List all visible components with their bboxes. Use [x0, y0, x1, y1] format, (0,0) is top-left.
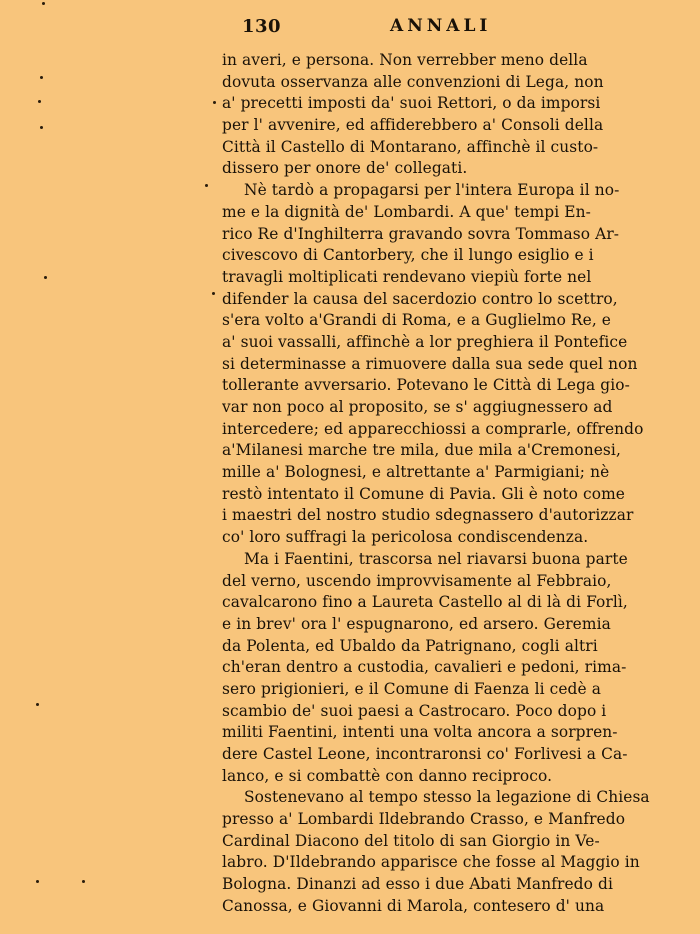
text-line: tollerante avversario. Potevano le Città di Lega gio-: [222, 376, 630, 395]
scan-speck: [36, 880, 39, 883]
text-line: me e la dignità de' Lombardi. A que' tempi En-: [222, 202, 591, 221]
text-line: travagli moltiplicati rendevano viepiù forte nel: [222, 267, 592, 286]
text-line: intercedere; ed apparecchiossi a comprarle, offrendo: [222, 419, 644, 438]
text-line: da Polenta, ed Ubaldo da Patrignano, cogli altri: [222, 636, 598, 655]
text-line: dovuta osservanza alle convenzioni di Lega, non: [222, 72, 604, 91]
running-head: ANNALI: [390, 16, 492, 36]
paragraph-start-line: Nè tardò a propagarsi per l'intera Europa il no-: [244, 181, 620, 200]
text-line: i maestri del nostro studio sdegnassero d'autorizzar: [222, 506, 634, 525]
text-line: per l' avvenire, ed affiderebbero a' Consoli della: [222, 116, 604, 135]
text-line: a' suoi vassalli, affinchè a lor preghiera il Pontefice: [222, 332, 628, 351]
page-header: [242, 16, 562, 40]
scan-speck: [42, 2, 45, 5]
text-line: mille a' Bolognesi, e altrettante a' Parmigiani; nè: [222, 463, 610, 482]
text-line: Canossa, e Giovanni di Marola, contesero d' una: [222, 896, 605, 915]
scan-speck: [38, 100, 41, 103]
text-line: co' loro suffragi la pericolosa condiscendenza.: [222, 528, 589, 547]
paragraph-start-line: Ma i Faentini, trascorsa nel riavarsi buona parte: [244, 549, 628, 568]
scan-speck: [212, 292, 215, 295]
text-line: sero prigionieri, e il Comune di Faenza li cedè a: [222, 679, 601, 698]
text-line: Cardinal Diacono del titolo di san Giorgio in Ve-: [222, 831, 600, 850]
text-line: scambio de' suoi paesi a Castrocaro. Poco dopo i: [222, 701, 607, 720]
scan-speck: [40, 76, 43, 79]
text-line: civescovo di Cantorbery, che il lungo esiglio e i: [222, 246, 594, 265]
body-text: [222, 50, 658, 918]
text-line: Città il Castello di Montarano, affinchè il custo-: [222, 137, 599, 156]
text-line: lanco, e si combattè con danno reciproco.: [222, 766, 553, 785]
text-line: rico Re d'Inghilterra gravando sovra Tommaso Ar-: [222, 224, 620, 243]
text-line: a'Milanesi marche tre mila, due mila a'Cremonesi,: [222, 441, 621, 460]
page-number: 130: [242, 16, 282, 37]
text-line: s'era volto a'Grandi di Roma, e a Guglielmo Re, e: [222, 311, 612, 330]
text-line: militi Faentini, intenti una volta ancora a sorpren-: [222, 723, 618, 742]
text-line: si determinasse a rimuovere dalla sua sede quel non: [222, 354, 638, 373]
text-line: ch'eran dentro a custodia, cavalieri e pedoni, rima-: [222, 658, 627, 677]
text-line: dissero per onore de' collegati.: [222, 159, 468, 178]
text-line: del verno, uscendo improvvisamente al Febbraio,: [222, 571, 612, 590]
text-line: cavalcarono fino a Laureta Castello al di là di Forlì,: [222, 593, 628, 612]
scan-speck: [44, 276, 47, 279]
text-line: presso a' Lombardi Ildebrando Crasso, e Manfredo: [222, 810, 626, 829]
text-line: var non poco al proposito, se s' aggiugnessero ad: [222, 398, 613, 416]
text-line: difender la causa del sacerdozio contro lo scettro,: [222, 289, 618, 308]
text-line: dere Castel Leone, incontraronsi co' Forlivesi a Ca-: [222, 745, 628, 763]
text-line: in averi, e persona. Non verrebber meno della: [222, 51, 588, 69]
text-line: a' precetti imposti da' suoi Rettori, o da imporsi: [222, 94, 601, 113]
scan-speck: [213, 101, 216, 104]
text-line: e in brev' ora l' espugnarono, ed arsero. Geremia: [222, 614, 611, 633]
text-line: labro. D'Ildebrando apparisce che fosse al Maggio in: [222, 853, 640, 872]
text-line: restò intentato il Comune di Pavia. Gli è noto come: [222, 484, 625, 503]
scan-speck: [82, 880, 85, 883]
scan-speck: [40, 126, 43, 129]
scan-speck: [36, 703, 39, 706]
paragraph-start-line: Sostenevano al tempo stesso la legazione di Chiesa: [244, 788, 650, 807]
text-line: Bologna. Dinanzi ad esso i due Abati Manfredo di: [222, 875, 613, 894]
scan-speck: [205, 184, 208, 187]
